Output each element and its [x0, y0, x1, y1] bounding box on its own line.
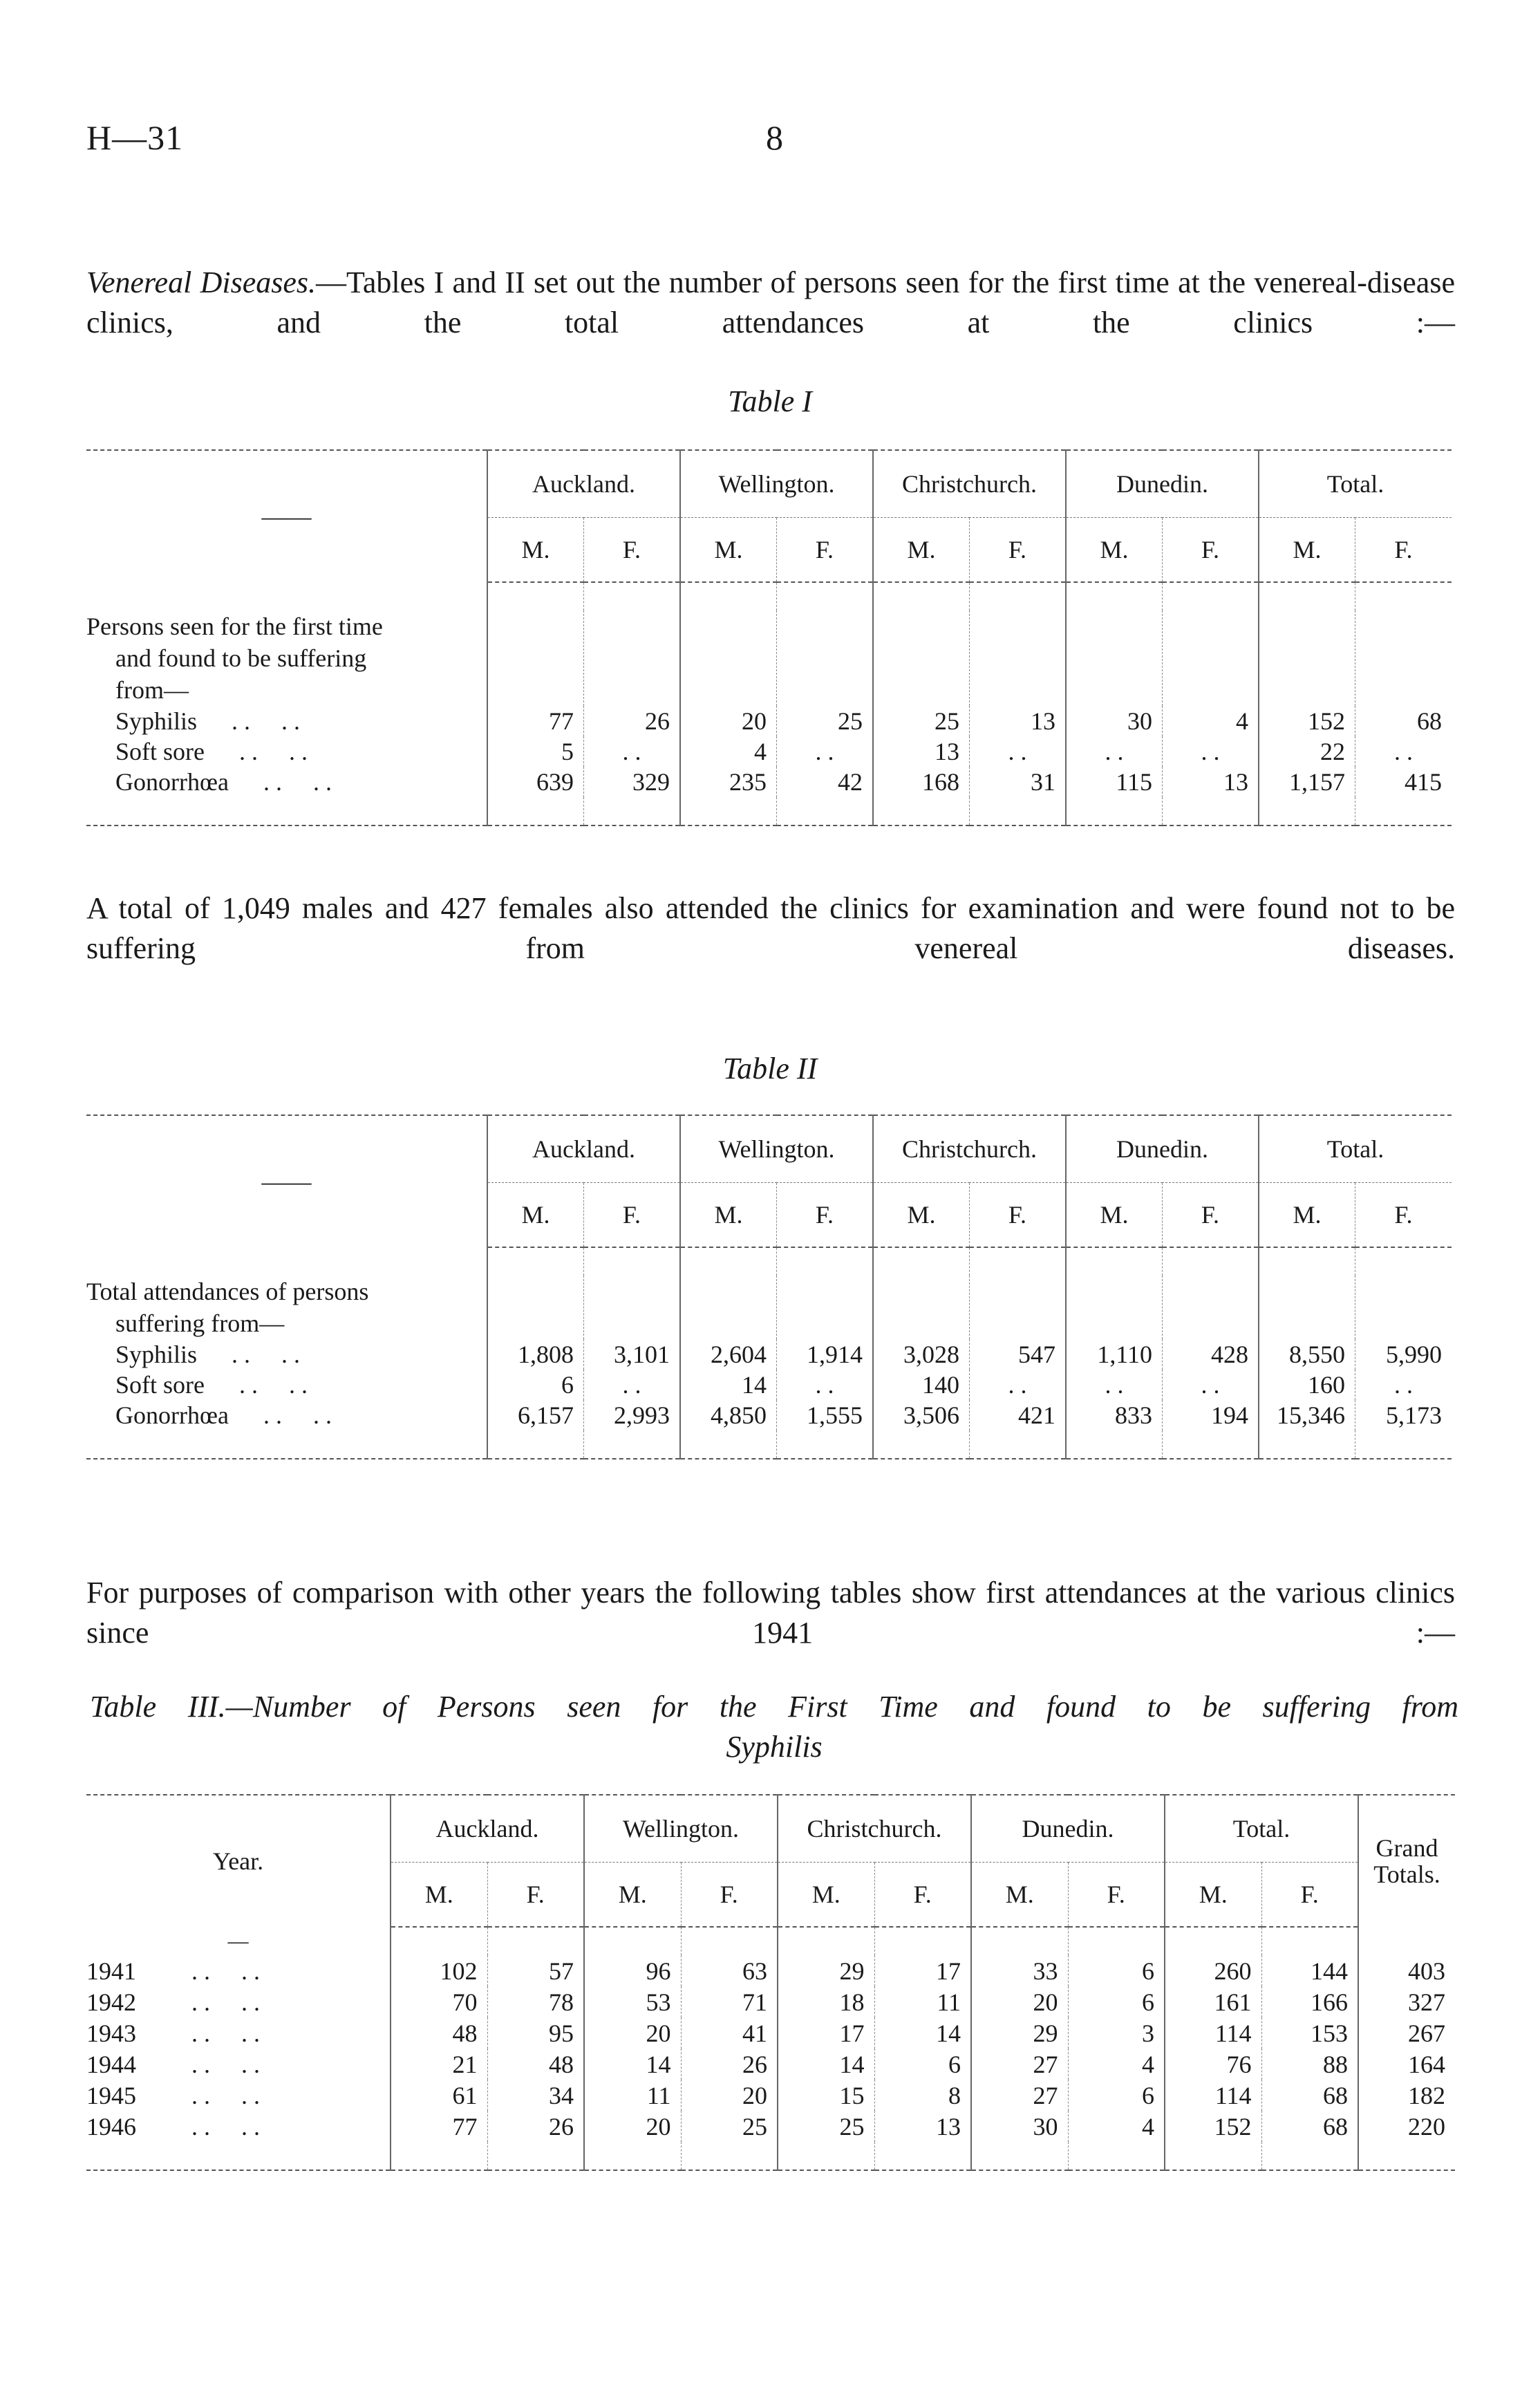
table2 — [86, 1114, 1452, 1459]
table-cell: 3 — [1068, 2017, 1165, 2049]
table-cell: 25 — [873, 706, 970, 736]
table-cell: 63 — [681, 1955, 778, 1986]
table-cell: 13 — [1163, 767, 1259, 797]
leader-dots: . . . . — [191, 2081, 260, 2109]
table-cell: 6 — [1068, 1955, 1165, 1986]
table-cell: 161 — [1165, 1986, 1261, 2017]
row-label: Gonorrhœa — [115, 768, 229, 796]
table-cell: 4 — [1163, 706, 1259, 736]
table1-sex-m-0: M. — [487, 518, 584, 583]
leader-dots: . . . . — [263, 768, 332, 796]
table-cell: 30 — [971, 2111, 1068, 2142]
table-cell: . . — [1163, 736, 1259, 767]
grand-total-cell: 327 — [1358, 1986, 1455, 2017]
table-cell: 8 — [874, 2080, 971, 2111]
table-cell: 152 — [1165, 2111, 1261, 2142]
table3-sex-m-0: M. — [391, 1863, 487, 1928]
between-paragraph: A total of 1,049 males and 427 females also attended the clinics for examination and were found not to be suffering from venereal diseases. — [86, 891, 1455, 965]
page-number: 8 — [766, 118, 783, 157]
table-cell: 77 — [487, 706, 584, 736]
table-cell: 428 — [1163, 1339, 1259, 1370]
table-cell: 115 — [1066, 767, 1163, 797]
table-cell: 25 — [777, 706, 874, 736]
intro-lead: Venereal Diseases. — [86, 265, 317, 299]
table-row — [86, 767, 1452, 797]
leader-dots: . . . . — [191, 2019, 260, 2047]
table-cell: 53 — [584, 1986, 681, 2017]
intro-text: —Tables I and II set out the number of persons seen for the first time at the venereal-disease clinics, and the total attendances at the clinics :— — [86, 265, 1455, 339]
grand-total-cell: 164 — [1358, 2049, 1455, 2080]
table-cell: 41 — [681, 2017, 778, 2049]
leader-dots: . . . . — [239, 1371, 308, 1399]
table-cell: 833 — [1066, 1400, 1163, 1430]
table-row — [86, 736, 1452, 767]
table-cell: 22 — [1259, 736, 1355, 767]
table1-sex-f-0: F. — [584, 518, 681, 583]
table-row — [86, 2080, 1455, 2111]
table3-year-cell — [86, 2080, 391, 2111]
table2-sex-m-2: M. — [873, 1183, 970, 1248]
table2-sex-f-4: F. — [1355, 1183, 1452, 1248]
table-cell: 14 — [584, 2049, 681, 2080]
table-cell: 13 — [970, 706, 1067, 736]
table-cell: 140 — [873, 1370, 970, 1400]
table-cell: 421 — [970, 1400, 1067, 1430]
table-row — [86, 1339, 1452, 1370]
leader-dots: . . . . — [232, 1341, 301, 1368]
table-cell: 68 — [1261, 2080, 1358, 2111]
leader-dots: . . . . — [191, 2050, 260, 2078]
table-cell: 25 — [681, 2111, 778, 2142]
table-row — [86, 1400, 1452, 1430]
table-cell: 3,028 — [873, 1339, 970, 1370]
table3-sex-f-4: F. — [1261, 1863, 1358, 1928]
table-row — [86, 2017, 1455, 2049]
table1-heading-line1: Persons seen for the first time — [86, 613, 383, 640]
table3 — [86, 1794, 1455, 2171]
table2-heading-line1: Total attendances of persons — [86, 1278, 369, 1305]
table-cell: 1,110 — [1066, 1339, 1163, 1370]
table-cell: 14 — [778, 2049, 874, 2080]
table-cell: 415 — [1355, 767, 1452, 797]
table1-sex-m-1: M. — [680, 518, 777, 583]
table-cell: 114 — [1165, 2017, 1261, 2049]
table-cell: . . — [1355, 736, 1452, 767]
table1-city-auckland: Auckland. — [487, 450, 680, 518]
table-cell: 152 — [1259, 706, 1355, 736]
table-cell: 5 — [487, 736, 584, 767]
table3-caption-line2: Syphilis — [726, 1730, 823, 1764]
table2-sex-f-2: F. — [970, 1183, 1067, 1248]
table2-sex-m-3: M. — [1066, 1183, 1163, 1248]
table-cell: 6 — [1068, 1986, 1165, 2017]
table-cell: 6,157 — [487, 1400, 584, 1430]
year-label: 1944 — [86, 2050, 136, 2078]
table-cell: 20 — [680, 706, 777, 736]
table-cell: 4 — [680, 736, 777, 767]
table-cell: 8,550 — [1259, 1339, 1355, 1370]
table-cell: 14 — [680, 1370, 777, 1400]
table-cell: 78 — [487, 1986, 584, 2017]
table-cell: 235 — [680, 767, 777, 797]
table-cell: 2,993 — [584, 1400, 681, 1430]
table3-city-auckland: Auckland. — [391, 1795, 584, 1863]
row-label: Syphilis — [115, 1341, 198, 1368]
table2-caption: Table II — [722, 1052, 818, 1085]
leader-dots: . . . . — [232, 707, 301, 735]
grand-total-cell: 267 — [1358, 2017, 1455, 2049]
table-cell: 68 — [1261, 2111, 1358, 2142]
table-cell: 547 — [970, 1339, 1067, 1370]
table-cell: . . — [1066, 1370, 1163, 1400]
table-cell: 13 — [874, 2111, 971, 2142]
table-cell: 3,101 — [584, 1339, 681, 1370]
table1-row-label — [86, 767, 487, 797]
table-cell: 166 — [1261, 1986, 1358, 2017]
table-cell: 21 — [391, 2049, 487, 2080]
table-cell: 11 — [874, 1986, 971, 2017]
year-label: 1945 — [86, 2081, 136, 2109]
intro-paragraph — [86, 263, 1455, 343]
table3-year-cell — [86, 2111, 391, 2142]
table2-city-wellington: Wellington. — [680, 1115, 873, 1183]
table3-sex-m-2: M. — [778, 1863, 874, 1928]
table3-city-total: Total. — [1165, 1795, 1358, 1863]
table-cell: 13 — [873, 736, 970, 767]
table-cell: 15,346 — [1259, 1400, 1355, 1430]
table-cell: 61 — [391, 2080, 487, 2111]
table-cell: 31 — [970, 767, 1067, 797]
table-cell: 17 — [874, 1955, 971, 1986]
table-cell: 27 — [971, 2049, 1068, 2080]
year-label: 1943 — [86, 2019, 136, 2047]
year-label: 1941 — [86, 1957, 136, 1985]
table-cell: . . — [584, 1370, 681, 1400]
table-cell: 1,914 — [777, 1339, 874, 1370]
table3-sex-f-3: F. — [1068, 1863, 1165, 1928]
table-cell: . . — [777, 1370, 874, 1400]
table-cell: 70 — [391, 1986, 487, 2017]
table-cell: 29 — [778, 1955, 874, 1986]
table1-sex-m-2: M. — [873, 518, 970, 583]
grand-total-cell: 220 — [1358, 2111, 1455, 2142]
table1-heading-line2: and found to be suffering — [115, 644, 367, 672]
table-row — [86, 2111, 1455, 2142]
table3-city-dunedin: Dunedin. — [971, 1795, 1165, 1863]
table3-sex-f-1: F. — [681, 1863, 778, 1928]
table-cell: 20 — [584, 2111, 681, 2142]
table-cell: 14 — [874, 2017, 971, 2049]
table-cell: 71 — [681, 1986, 778, 2017]
table3-sex-f-2: F. — [874, 1863, 971, 1928]
table-cell: 88 — [1261, 2049, 1358, 2080]
table1-sex-f-4: F. — [1355, 518, 1452, 583]
table-row — [86, 2049, 1455, 2080]
table-cell: 48 — [391, 2017, 487, 2049]
table2-row-label — [86, 1400, 487, 1430]
table-cell: 3,506 — [873, 1400, 970, 1430]
table1-stub-head: —— — [86, 450, 487, 582]
table-cell: 1,157 — [1259, 767, 1355, 797]
table-row — [86, 1370, 1452, 1400]
leader-dots: . . . . — [263, 1401, 332, 1429]
table-cell: 18 — [778, 1986, 874, 2017]
table-cell: . . — [1355, 1370, 1452, 1400]
table-cell: 11 — [584, 2080, 681, 2111]
table-cell: 160 — [1259, 1370, 1355, 1400]
table-row — [86, 1955, 1455, 1986]
table-cell: 4,850 — [680, 1400, 777, 1430]
table-cell: . . — [970, 1370, 1067, 1400]
table-cell: 639 — [487, 767, 584, 797]
table1-sex-f-1: F. — [777, 518, 874, 583]
table3-sex-f-0: F. — [487, 1863, 584, 1928]
table1-sex-m-3: M. — [1066, 518, 1163, 583]
table2-stub-head: —— — [86, 1115, 487, 1247]
leader-dots: . . . . — [191, 1957, 260, 1985]
table-cell: 17 — [778, 2017, 874, 2049]
grand-total-cell: 403 — [1358, 1955, 1455, 1986]
row-label: Soft sore — [115, 738, 205, 765]
table1-city-dunedin: Dunedin. — [1066, 450, 1259, 518]
table-cell: 153 — [1261, 2017, 1358, 2049]
table-cell: 260 — [1165, 1955, 1261, 1986]
table-cell: 95 — [487, 2017, 584, 2049]
table-cell: 26 — [681, 2049, 778, 2080]
row-label: Gonorrhœa — [115, 1401, 229, 1429]
table-cell: 5,990 — [1355, 1339, 1452, 1370]
table1-sex-m-4: M. — [1259, 518, 1355, 583]
table-cell: 1,808 — [487, 1339, 584, 1370]
table-row — [86, 706, 1452, 736]
table1-caption: Table I — [728, 384, 812, 418]
table2-city-dunedin: Dunedin. — [1066, 1115, 1259, 1183]
table2-sex-f-3: F. — [1163, 1183, 1259, 1248]
table3-caption — [90, 1687, 1458, 1767]
table-cell: . . — [1163, 1370, 1259, 1400]
table3-sex-m-3: M. — [971, 1863, 1068, 1928]
table3-city-christchurch: Christchurch. — [778, 1795, 971, 1863]
table-cell: 48 — [487, 2049, 584, 2080]
table1-sex-f-3: F. — [1163, 518, 1259, 583]
table1-city-total: Total. — [1259, 450, 1452, 518]
table3-year-head: Year. — [86, 1795, 391, 1927]
table-cell: 329 — [584, 767, 681, 797]
table-cell: 42 — [777, 767, 874, 797]
table1-row-label — [86, 736, 487, 767]
table3-sex-m-1: M. — [584, 1863, 681, 1928]
leader-dots: . . . . — [239, 738, 308, 765]
report-code: H—31 — [86, 118, 184, 157]
table3-year-cell — [86, 2017, 391, 2049]
table2-sex-f-1: F. — [777, 1183, 874, 1248]
table2-city-christchurch: Christchurch. — [873, 1115, 1066, 1183]
table2-row-label — [86, 1370, 487, 1400]
table3-sex-m-4: M. — [1165, 1863, 1261, 1928]
table3-year-cell — [86, 2049, 391, 2080]
table-cell: 30 — [1066, 706, 1163, 736]
table-cell: 4 — [1068, 2049, 1165, 2080]
grand-total-cell: 182 — [1358, 2080, 1455, 2111]
table2-sex-f-0: F. — [584, 1183, 681, 1248]
table-cell: 25 — [778, 2111, 874, 2142]
table-cell: 20 — [681, 2080, 778, 2111]
table-cell: . . — [584, 736, 681, 767]
table2-sex-m-0: M. — [487, 1183, 584, 1248]
table-cell: 34 — [487, 2080, 584, 2111]
table-cell: 33 — [971, 1955, 1068, 1986]
table2-city-auckland: Auckland. — [487, 1115, 680, 1183]
table-cell: 20 — [584, 2017, 681, 2049]
row-label: Soft sore — [115, 1371, 205, 1399]
table-cell: . . — [777, 736, 874, 767]
leader-dots: . . . . — [191, 2112, 260, 2140]
table-cell: 76 — [1165, 2049, 1261, 2080]
table1-sex-f-2: F. — [970, 518, 1067, 583]
table-cell: 96 — [584, 1955, 681, 1986]
table-cell: 26 — [487, 2111, 584, 2142]
comparison-paragraph: For purposes of comparison with other years the following tables show first attendances at the various clinics since 1941 :— — [86, 1576, 1455, 1650]
table-cell: 4 — [1068, 2111, 1165, 2142]
table1 — [86, 449, 1452, 826]
table-cell: 6 — [487, 1370, 584, 1400]
table-cell: 26 — [584, 706, 681, 736]
table-cell: 194 — [1163, 1400, 1259, 1430]
table-cell: 20 — [971, 1986, 1068, 2017]
table-cell: 168 — [873, 767, 970, 797]
table-cell: 29 — [971, 2017, 1068, 2049]
table-cell: 144 — [1261, 1955, 1358, 1986]
table2-city-total: Total. — [1259, 1115, 1452, 1183]
table-cell: 2,604 — [680, 1339, 777, 1370]
leader-dots: . . . . — [191, 1988, 260, 2016]
table-cell: 15 — [778, 2080, 874, 2111]
table-cell: 5,173 — [1355, 1400, 1452, 1430]
table-row — [86, 1986, 1455, 2017]
table-cell: . . — [1066, 736, 1163, 767]
table3-stub-dash: — — [227, 1929, 249, 1952]
table-cell: 57 — [487, 1955, 584, 1986]
table1-city-wellington: Wellington. — [680, 450, 873, 518]
table-cell: 114 — [1165, 2080, 1261, 2111]
table3-year-cell — [86, 1986, 391, 2017]
table1-row-label — [86, 706, 487, 736]
table2-heading-line2: suffering from— — [115, 1309, 285, 1337]
year-label: 1946 — [86, 2112, 136, 2140]
table-cell: 102 — [391, 1955, 487, 1986]
table2-sex-m-4: M. — [1259, 1183, 1355, 1248]
table2-sex-m-1: M. — [680, 1183, 777, 1248]
row-label: Syphilis — [115, 707, 198, 735]
table1-heading-line3: from— — [115, 676, 189, 704]
year-label: 1942 — [86, 1988, 136, 2016]
table-cell: 27 — [971, 2080, 1068, 2111]
table2-row-label — [86, 1339, 487, 1370]
table1-city-christchurch: Christchurch. — [873, 450, 1066, 518]
table-cell: 77 — [391, 2111, 487, 2142]
table-cell: 68 — [1355, 706, 1452, 736]
table3-city-wellington: Wellington. — [584, 1795, 778, 1863]
table3-caption-line1: Table III.—Number of Persons seen for the First Time and found to be suffering from — [90, 1690, 1458, 1724]
table-cell: 6 — [874, 2049, 971, 2080]
table3-year-cell — [86, 1955, 391, 1986]
table-cell: 6 — [1068, 2080, 1165, 2111]
table-cell: 1,555 — [777, 1400, 874, 1430]
table3-grand-totals-head: Grand Totals. — [1358, 1795, 1455, 1927]
table-cell: . . — [970, 736, 1067, 767]
